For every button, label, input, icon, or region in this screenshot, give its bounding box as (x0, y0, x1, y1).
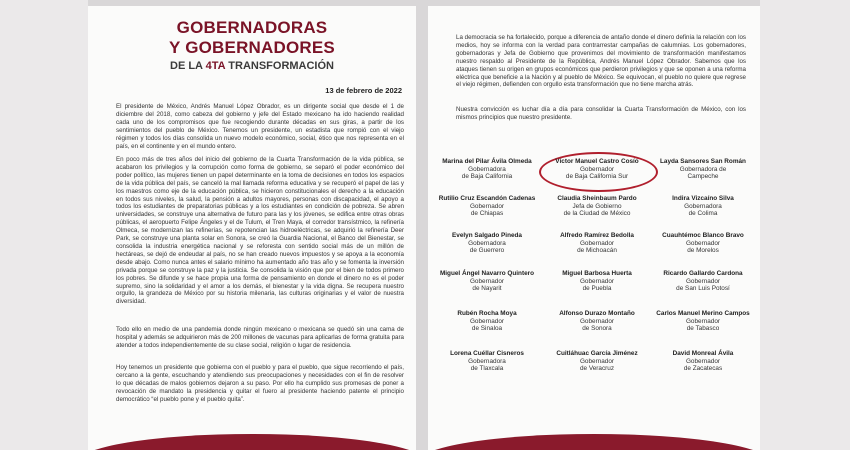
governor-state: de Puebla (582, 285, 612, 293)
left-paragraph-4: Hoy tenemos un presidente que gobierna con el pueblo y para el pueblo, que sigue recorriendo el país, cercano a la gente, escuchando y atendiendo sus preocupaciones y necesidades con el fin de resolver lo que décadas de malos gobiernos dejaron a su paso. Por ello ha cumplido sus promesas de poner a revocación de mandato la presidencia y quitar el fuero al presidente haciendo patente el principio democrático “el pueblo pone y el pueblo quita”. (116, 364, 404, 403)
governor-role: Gobernadora (684, 202, 722, 210)
governor-entry (434, 158, 540, 181)
governor-state: de Baja California Sur (565, 173, 629, 181)
governor-role: Gobernadora (468, 239, 506, 247)
governor-role: Gobernador (579, 277, 615, 285)
title-line-3-c: TRANSFORMACIÓN (225, 60, 334, 72)
governor-name: Miguel Ángel Navarro Quintero (439, 270, 535, 277)
governor-name: Carlos Manuel Merino Campos (656, 310, 750, 317)
governor-entry (650, 270, 756, 293)
governor-state: de Colima (688, 210, 718, 218)
governor-name: Ricardo Gallardo Cardona (663, 270, 743, 277)
governor-state: de la Ciudad de México (563, 210, 631, 218)
left-background (0, 0, 88, 450)
governor-name: Alfonso Durazo Montaño (559, 310, 635, 317)
governor-state: de Morelos (687, 247, 719, 255)
footer-wave (88, 434, 416, 450)
governor-name: Rutilio Cruz Escandón Cadenas (438, 195, 536, 202)
governor-entry (544, 350, 650, 373)
governor-name: Lorena Cuéllar Cisneros (450, 350, 524, 357)
governor-state: de Tabasco (686, 325, 720, 333)
governor-name: Layda Sansores San Román (660, 158, 746, 165)
governor-state: de Zacatecas (683, 365, 723, 373)
governor-name: Miguel Barbosa Huerta (562, 270, 632, 277)
governor-role: Gobernador (579, 357, 615, 365)
governor-name: David Monreal Ávila (672, 350, 734, 357)
governor-name: Cuauhtémoc Blanco Bravo (662, 232, 744, 239)
governor-role: Gobernadora (468, 165, 506, 173)
governor-name: Cuitláhuac García Jiménez (556, 350, 638, 357)
governor-entry (544, 158, 650, 181)
governor-role: Gobernador (685, 317, 721, 325)
governor-entry (544, 270, 650, 293)
governor-entry (650, 195, 756, 218)
governor-role: Jefa de Gobierno (572, 202, 622, 210)
governor-role: Gobernador (685, 239, 721, 247)
governor-role: Gobernador (685, 357, 721, 365)
left-paragraph-3: Todo ello en medio de una pandemia donde ningún mexicano o mexicana se quedó sin una cama de hospital y además se adquirieron más de 200 millones de vacunas para aplicarlas de forma gratuita para atender a todos independientemente de su clase social, religión o lugar de residencia. (116, 326, 404, 349)
governor-entry (434, 195, 540, 218)
title-line-1: GOBERNADORAS (176, 18, 328, 37)
governor-role: Gobernador (579, 239, 615, 247)
governor-entry (650, 350, 756, 373)
governor-entry (544, 232, 650, 255)
governor-state: de Guerrero (469, 247, 505, 255)
governor-role: Gobernador (469, 317, 505, 325)
governor-state: de Michoacán (577, 247, 617, 255)
governor-role: Gobernador (685, 277, 721, 285)
governor-entry (650, 158, 756, 181)
governor-state: de San Luis Potosí (676, 285, 730, 293)
governor-entry (544, 310, 650, 333)
left-paragraph-2: En poco más de tres años del inicio del gobierno de la Cuarta Transformación de la vida pública, se acabaron los privilegios y la corrupción como forma de gobierno, se separó el poder económico del poder político, las mujeres tienen un papel determinante en la toma de decisiones en todos los espacios de la vida pública del país, se canceló la mal llamada reforma educativa y se recuperó el papel de las y los maestros como eje de la educación pública, se hicieron constitucionales el derecho a la educación en todos sus niveles, la salud, la pensión a adultos mayores, personas con discapacidad, el apoyo a todos los estudiantes de preparatorias públicas y a los estudiantes en condición de pobreza. Se abren universidades, se construye una alternativa de futuro para las y los jóvenes, se edifica entre otras obras públicas, el aeropuerto Felipe Ángeles y el de Tulum, el Tren Maya, el corredor transístmico, la refinería Olmeca, se modernizan las refinerías, se repotencian las hidroeléctricas, se adquirió la refinería Deer Park, se construye una planta solar en Sonora, se creó la Guardia Nacional, el Banco del Bienestar, se consolida la industria energética nacional y se reforesta con sentido social más de un millón de hectáreas, se dejó de endeudar al país, no se han creado nuevos impuestos y se apoya a la economía desde abajo. Como nunca antes el salario mínimo ha aumentado año tras año y se fomenta la inversión privada porque se construye la paz y la justicia. Se consolida la visión que por el bien de todos primero los pobres. Se difunde y se hace propia una forma de pensamiento en donde el dinero no es el poder supremo, sino la solidaridad y el amor a los demás, el bienestar y la vida digna. Se recupera nuestro orgullo, la grandeza de México por su historia milenaria, las culturas originarias y el valor de nuestra diversidad. (116, 156, 404, 306)
governor-name: Claudia Sheinbaum Pardo (557, 195, 637, 202)
governor-entry (650, 310, 756, 333)
right-paragraph-1: La democracia se ha fortalecido, porque a diferencia de antaño donde el dinero definía la relación con los medios, hoy se informa con la verdad para contrarrestar campañas de calumnias. Los gobernadores, gobernadoras y Jefa de Gobierno que provenimos del movimiento de transformación manifestamos nuestro respaldo al Presidente de la República, Andrés Manuel López Obrador. Sabemos que los ataques tienen su origen en grupos económicos que perdieron privilegios y que se oponen a una reforma eléctrica que beneficie a la Nación y al pueblo de México. Se equivocan, el pueblo no quiere que regrese el viejo régimen, defienden con orgullo esta transformación que no tiene marcha atrás. (456, 34, 746, 89)
title-line-3-b: 4TA (205, 60, 226, 72)
governor-name: Indira Vizcaíno Silva (672, 195, 734, 202)
footer-wave (428, 434, 760, 450)
governor-role: Gobernador (579, 317, 615, 325)
title-line-3-a: DE LA (170, 60, 206, 72)
left-paragraph-1: El presidente de México, Andrés Manuel López Obrador, es un dirigente social que desde el 1 de diciembre del 2018, como cabeza del gobierno y jefe del Estado mexicano ha ido haciendo realidad cada uno de los compromisos que fue recogiendo durante décadas en sus giras, a partir de los sentimientos del pueblo de México. Tenemos un presidente, un estadista que rompió con el viejo régimen y todos los días consolida un nuevo modelo económico, social, ético que nos representa en el país, en el continente y en el mundo entero. (116, 103, 404, 150)
governor-entry (434, 350, 540, 373)
governor-state: de Nayarit (472, 285, 502, 293)
governor-role: Gobernador (469, 202, 505, 210)
document-page-right (428, 6, 760, 450)
governor-state: de Sonora (582, 325, 612, 333)
governor-state: de Tlaxcala (470, 365, 504, 373)
governor-role: Gobernadora de (679, 165, 727, 173)
governor-state: de Veracruz (579, 365, 615, 373)
title-line-3 (88, 60, 416, 72)
document-page-left (88, 6, 416, 450)
governor-entry (434, 232, 540, 255)
governor-name: Marina del Pilar Ávila Olmeda (442, 158, 532, 165)
title-line-2: Y GOBERNADORES (169, 38, 335, 57)
document-date: 13 de febrero de 2022 (325, 86, 402, 95)
governor-state: de Sinaloa (471, 325, 503, 333)
right-paragraph-2: Nuestra convicción es luchar día a día para consolidar la Cuarta Transformación de México, con los mismos principios que nuestro presidente. (456, 106, 746, 121)
governor-role: Gobernador (579, 165, 615, 173)
governor-entry (434, 270, 540, 293)
governor-name: Víctor Manuel Castro Cosío (555, 158, 639, 165)
governor-state: Campeche (687, 173, 719, 181)
governor-entry (544, 195, 650, 218)
right-background (760, 0, 850, 450)
governor-name: Rubén Rocha Moya (457, 310, 517, 317)
governor-entry (650, 232, 756, 255)
governor-name: Evelyn Salgado Pineda (452, 232, 522, 239)
governor-state: de Chiapas (470, 210, 504, 218)
governor-role: Gobernador (469, 277, 505, 285)
governor-role: Gobernadora (468, 357, 506, 365)
governor-name: Alfredo Ramírez Bedolla (560, 232, 634, 239)
governor-state: de Baja California (461, 173, 513, 181)
governor-entry (434, 310, 540, 333)
